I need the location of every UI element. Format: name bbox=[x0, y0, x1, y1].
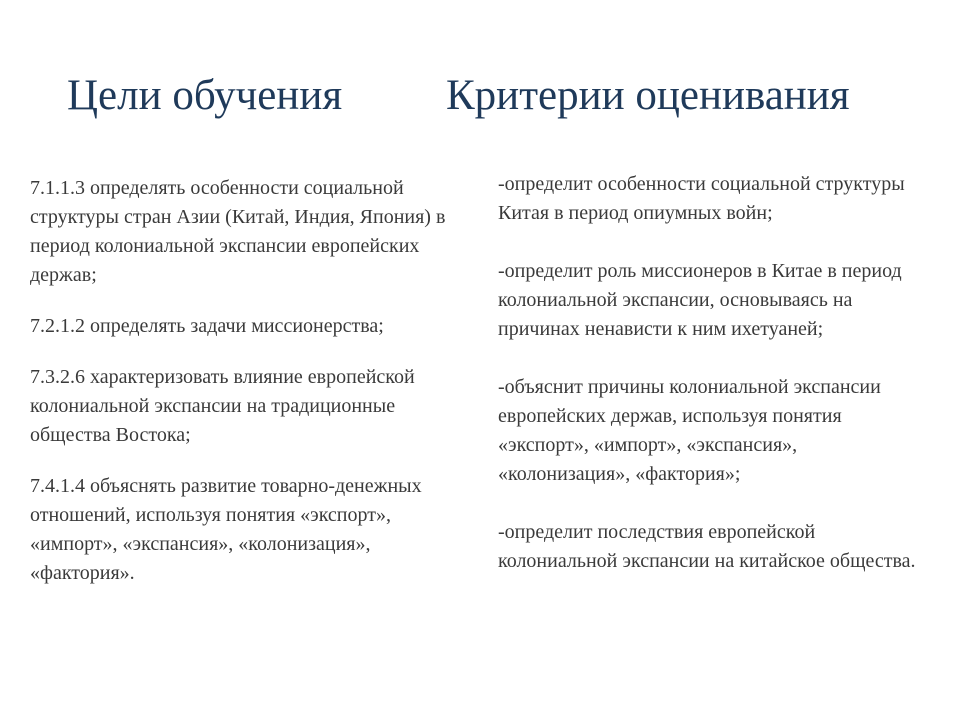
assessment-criterion-item: -определит особенности социальной структуры Китая в период опиумных войн; bbox=[498, 173, 905, 224]
learning-objectives-heading: Цели обучения bbox=[67, 72, 343, 119]
assessment-criteria-column bbox=[498, 170, 918, 576]
learning-objective-item: 7.4.1.4 объяснять развитие товарно-денежных отношений, используя понятия «экспорт», «импорт», «экспансия», «колонизация», «фактория». bbox=[30, 475, 422, 584]
learning-objective-item: 7.2.1.2 определять задачи миссионерства; bbox=[30, 315, 384, 337]
assessment-criteria-heading: Критерии оценивания bbox=[446, 72, 850, 119]
assessment-criterion-item: -объяснит причины колониальной экспансии европейских держав, используя понятия «экспорт», «импорт», «экспансия», «колонизация», «фактория»; bbox=[498, 376, 881, 485]
learning-objective-item: 7.3.2.6 характеризовать влияние европейской колониальной экспансии на традиционные общества Востока; bbox=[30, 366, 415, 446]
learning-objective-item: 7.1.1.3 определять особенности социальной структуры стран Азии (Китай, Индия, Япония) в период колониальной экспансии европейских держав; bbox=[30, 177, 446, 286]
learning-objectives-column bbox=[30, 174, 460, 588]
assessment-criterion-item: -определит последствия европейской колониальной экспансии на китайское общества. bbox=[498, 521, 916, 572]
assessment-criterion-item: -определит роль миссионеров в Китае в период колониальной экспансии, основываясь на причинах ненависти к ним ихетуаней; bbox=[498, 260, 902, 340]
